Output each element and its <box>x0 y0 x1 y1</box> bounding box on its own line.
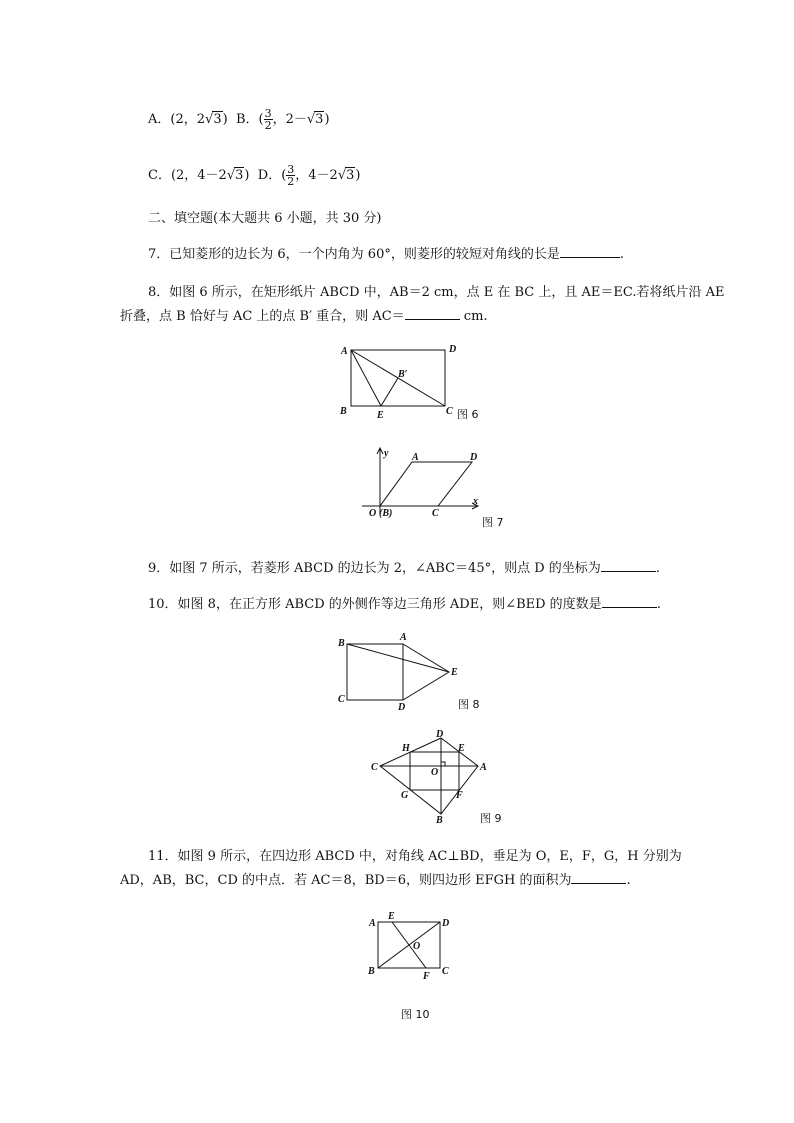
label-d: D <box>398 702 406 713</box>
figure-10 <box>360 908 470 984</box>
section-title: 二、填空题(本大题共 6 小题，共 30 分) <box>148 211 382 226</box>
answer-blank[interactable] <box>405 319 460 320</box>
question-7: 7．已知菱形的边长为 6，一个内角为 60°，则菱形的较短对角线的长是 . <box>148 247 624 262</box>
question-8-line1: 8．如图 6 所示，在矩形纸片 ABCD 中，AB＝2 cm，点 E 在 BC 上，且 AE＝EC.若将纸片沿 AE <box>148 285 725 300</box>
figure-8 <box>335 630 495 714</box>
question-9: 9．如图 7 所示，若菱形 ABCD 的边长为 2，∠ABC＝45°，则点 D 的坐标为 . <box>148 561 660 576</box>
label-c: C <box>338 694 345 705</box>
figure-7 <box>360 444 510 532</box>
label-c: C <box>371 762 378 773</box>
label-o: O <box>413 941 421 952</box>
option-b-fraction: $\frac{3}{2}$ <box>264 107 272 132</box>
figure-8-caption: 图 8 <box>458 698 480 711</box>
label-d: D <box>442 918 450 929</box>
label-a: A <box>341 346 348 357</box>
label-c: C <box>446 406 453 417</box>
figure-10-caption: 图 10 <box>401 1008 430 1021</box>
option-c-text: C．(2，4－2 <box>148 168 227 183</box>
label-b: B <box>338 638 345 649</box>
question-10: 10．如图 8，在正方形 ABCD 的外侧作等边三角形 ADE，则∠BED 的度数是 . <box>148 597 661 612</box>
option-b-text: B．( <box>235 112 264 127</box>
label-e: E <box>388 911 395 922</box>
label-o: O <box>369 508 377 519</box>
figure-6 <box>335 340 495 422</box>
label-e: E <box>377 410 384 421</box>
label-b-prime: B′ <box>398 369 408 380</box>
answer-blank[interactable] <box>601 571 656 572</box>
label-b: B <box>368 966 375 977</box>
label-e: E <box>451 667 458 678</box>
option-row-cd: C．(2，4－2√3) D．( $\frac{3}{2}$ ，4－2√3) <box>148 163 361 188</box>
answer-blank[interactable] <box>602 607 657 608</box>
label-y: y <box>384 448 389 459</box>
label-a: A <box>480 762 487 773</box>
label-f: F <box>423 971 430 982</box>
label-e: E <box>458 743 465 754</box>
label-c: C <box>442 966 449 977</box>
label-a: A <box>369 918 376 929</box>
label-d: D <box>436 729 444 740</box>
answer-blank[interactable] <box>560 257 620 258</box>
option-d-fraction: $\frac{3}{2}$ <box>287 163 295 188</box>
label-d: D <box>449 344 457 355</box>
label-x: x <box>473 496 478 507</box>
question-8-line2: 折叠，点 B 恰好与 AC 上的点 B′ 重合，则 AC＝ cm. <box>120 309 488 324</box>
figure-9-caption: 图 9 <box>480 812 502 825</box>
label-d: D <box>470 452 478 463</box>
label-o: O <box>431 767 439 778</box>
label-h: H <box>402 743 410 754</box>
option-a-root: 3 <box>213 112 222 127</box>
question-11-line1: 11．如图 9 所示，在四边形 ABCD 中，对角线 AC⊥BD，垂足为 O，E，F，G，H 分别为 <box>148 849 682 864</box>
answer-blank[interactable] <box>571 883 626 884</box>
label-b: B <box>436 815 443 826</box>
label-f: F <box>456 790 463 801</box>
option-d-text: D．( <box>257 168 287 183</box>
label-a: A <box>400 632 407 643</box>
label-a: A <box>412 452 419 463</box>
label-b: B <box>340 406 347 417</box>
option-a-text: A．(2，2 <box>148 112 206 127</box>
question-11-line2: AD，AB，BC，CD 的中点．若 AC＝8，BD＝6，则四边形 EFGH 的面积为 . <box>120 873 631 888</box>
figure-9 <box>370 728 510 826</box>
label-b-paren: (B) <box>379 508 393 519</box>
figure-7-caption: 图 7 <box>482 516 504 529</box>
figure-6-caption: 图 6 <box>457 408 479 421</box>
label-c: C <box>432 508 439 519</box>
label-g: G <box>401 790 409 801</box>
option-row-ab: A．(2，2√3) B．( $\frac{3}{2}$ ，2－√3) <box>148 107 330 132</box>
